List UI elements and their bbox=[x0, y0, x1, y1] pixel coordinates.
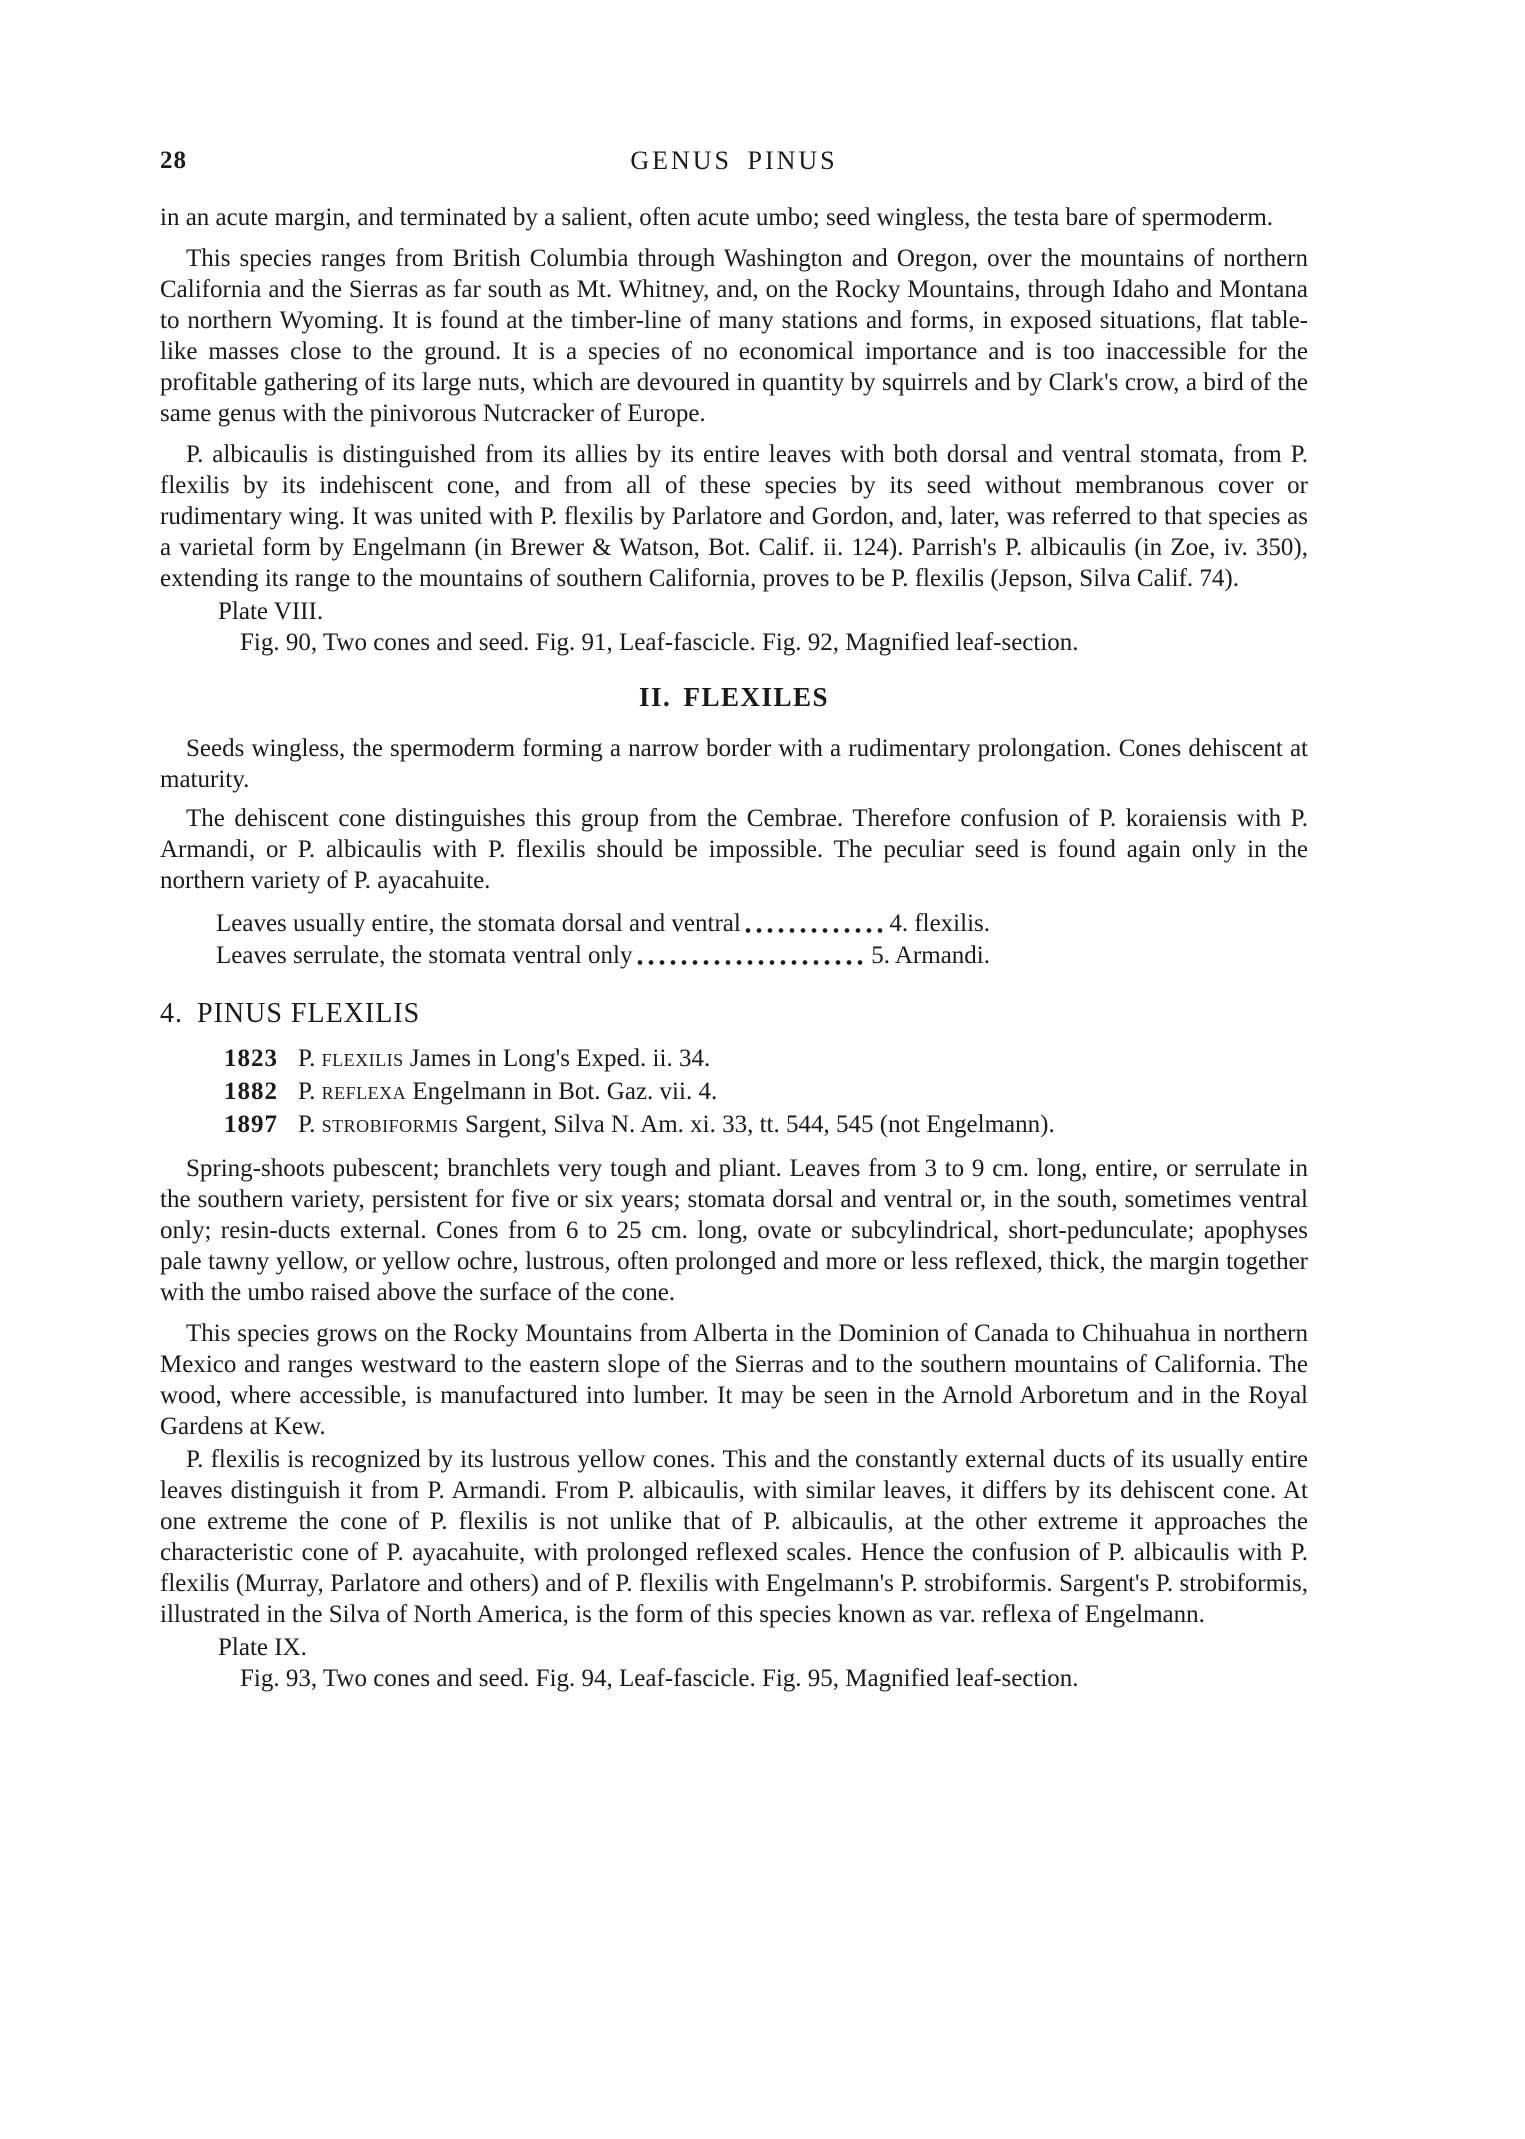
species-heading-pinus-flexilis bbox=[160, 998, 1308, 1030]
figure-caption-90-92: Fig. 90, Two cones and seed. Fig. 91, Leaf-fascicle. Fig. 92, Magnified leaf-section. bbox=[240, 629, 1079, 656]
synonym-row bbox=[224, 1075, 1308, 1108]
synonym-citation: James in Long's Exped. ii. 34. bbox=[409, 1045, 711, 1072]
synonym-text bbox=[298, 1042, 710, 1075]
page-title: GENUS PINUS bbox=[630, 146, 838, 175]
paragraph-flexiles-key-intro: The dehiscent cone distinguishes this group from the Cembrae. Therefore confusion of P. koraiensis with P. Armandi, or P. albicaulis with P. flexilis should be impossible. The peculiar seed is found again only in the northern variety of P. ayacahuite. bbox=[160, 805, 1308, 894]
key-row-flexilis bbox=[216, 908, 990, 940]
synonym-text bbox=[298, 1108, 1055, 1141]
synonym-citation: Sargent, Silva N. Am. xi. 33, tt. 544, 545 (not Engelmann). bbox=[464, 1111, 1055, 1138]
paragraph-umbo-continuation: in an acute margin, and terminated by a salient, often acute umbo; seed wingless, the testa bare of spermoderm. bbox=[160, 204, 1274, 231]
synonym-row bbox=[224, 1042, 1308, 1075]
running-head bbox=[160, 145, 1308, 176]
synonym-genus: P. bbox=[298, 1045, 316, 1072]
paragraph-albicaulis-distinctions: P. albicaulis is distinguished from its allies by its entire leaves with both dorsal and ventral stomata, from P. flexilis by its indehiscent cone, and from all of these species by its seed without membranous cover or rudimentary wing. It was united with P. flexilis by Parlatore and Gordon, and, later, was referred to that species as a varietal form by Engelmann (in Brewer & Watson, Bot. Calif. ii. 124). Parrish's P. albicaulis (in Zoe, iv. 350), extending its range to the mountains of southern California, proves to be P. flexilis (Jepson, Silva Calif. 74). bbox=[160, 441, 1308, 592]
synonymy-list bbox=[224, 1042, 1308, 1141]
dichotomous-key bbox=[216, 908, 990, 972]
synonym-text bbox=[298, 1075, 717, 1108]
synonym-year: 1882 bbox=[224, 1078, 278, 1105]
synonym-epithet: strobiformis bbox=[321, 1111, 459, 1138]
key-condition: Leaves usually entire, the stomata dorsal and ventral bbox=[216, 910, 741, 937]
synonym-genus: P. bbox=[298, 1078, 316, 1105]
synonym-row bbox=[224, 1108, 1308, 1141]
dot-leader bbox=[745, 927, 885, 934]
key-result: 4. flexilis. bbox=[889, 910, 990, 937]
paragraph-flexiles-seeds: Seeds wingless, the spermoderm forming a narrow border with a rudimentary prolongation. Cones dehiscent at maturity. bbox=[160, 735, 1308, 793]
text-block bbox=[160, 145, 1308, 1694]
synonym-citation: Engelmann in Bot. Gaz. vii. 4. bbox=[412, 1078, 718, 1105]
species-name: PINUS FLEXILIS bbox=[197, 998, 421, 1029]
paragraph-albicaulis-range: This species ranges from British Columbia through Washington and Oregon, over the mountains of northern California and the Sierras as far south as Mt. Whitney, and, on the Rocky Mountains, through Idaho and Montana to northern Wyoming. It is found at the timber-line of many stations and forms, in exposed situations, flat table-like masses close to the ground. It is a species of no economical importance and is too inaccessible for the profitable gathering of its large nuts, which are devoured in quantity by squirrels and by Clark's crow, a bird of the same genus with the pinivorous Nutcracker of Europe. bbox=[160, 245, 1308, 427]
key-result: 5. Armandi. bbox=[871, 942, 990, 969]
species-number: 4. bbox=[160, 998, 183, 1029]
synonym-year: 1897 bbox=[224, 1111, 278, 1138]
key-condition: Leaves serrulate, the stomata ventral only bbox=[216, 942, 633, 969]
synonym-genus: P. bbox=[298, 1111, 316, 1138]
paragraph-flexilis-description: Spring-shoots pubescent; branchlets very tough and pliant. Leaves from 3 to 9 cm. long, entire, or serrulate in the southern variety, persistent for five or six years; stomata dorsal and ventral or, in the south, sometimes ventral only; resin-ducts external. Cones from 6 to 25 cm. long, ovate or subcylindrical, short-pedunculate; apophyses pale tawny yellow, or yellow ochre, lustrous, often prolonged and more or less reflexed, thick, the margin together with the umbo raised above the surface of the cone. bbox=[160, 1155, 1308, 1306]
plate-caption-ix: Plate IX. bbox=[218, 1634, 307, 1661]
key-row-armandi bbox=[216, 940, 990, 972]
dot-leader bbox=[637, 959, 868, 966]
synonym-epithet: flexilis bbox=[321, 1045, 404, 1072]
plate-caption-viii: Plate VIII. bbox=[218, 598, 324, 625]
paragraph-flexilis-distribution: This species grows on the Rocky Mountains from Alberta in the Dominion of Canada to Chihuahua in northern Mexico and ranges westward to the eastern slope of the Sierras and to the southern mountains of California. The wood, where accessible, is manufactured into lumber. It may be seen in the Arnold Arboretum and in the Royal Gardens at Kew. bbox=[160, 1320, 1308, 1440]
paragraph-flexilis-recognition: P. flexilis is recognized by its lustrous yellow cones. This and the constantly external ducts of its usually entire leaves distinguish it from P. Armandi. From P. albicaulis, with similar leaves, it differs by its dehiscent cone. At one extreme the cone of P. flexilis is not unlike that of P. albicaulis, at the other extreme it approaches the characteristic cone of P. ayacahuite, with prolonged reflexed scales. Hence the confusion of P. albicaulis with P. flexilis (Murray, Parlatore and others) and of P. flexilis with Engelmann's P. strobiformis. Sargent's P. strobiformis, illustrated in the Silva of North America, is the form of this species known as var. reflexa of Engelmann. bbox=[160, 1446, 1308, 1628]
section-heading-flexiles: II. FLEXILES bbox=[638, 682, 830, 712]
page-number: 28 bbox=[160, 147, 187, 174]
synonym-epithet: reflexa bbox=[321, 1078, 407, 1105]
figure-caption-93-95: Fig. 93, Two cones and seed. Fig. 94, Leaf-fascicle. Fig. 95, Magnified leaf-section. bbox=[240, 1665, 1079, 1692]
synonym-year: 1823 bbox=[224, 1045, 278, 1072]
